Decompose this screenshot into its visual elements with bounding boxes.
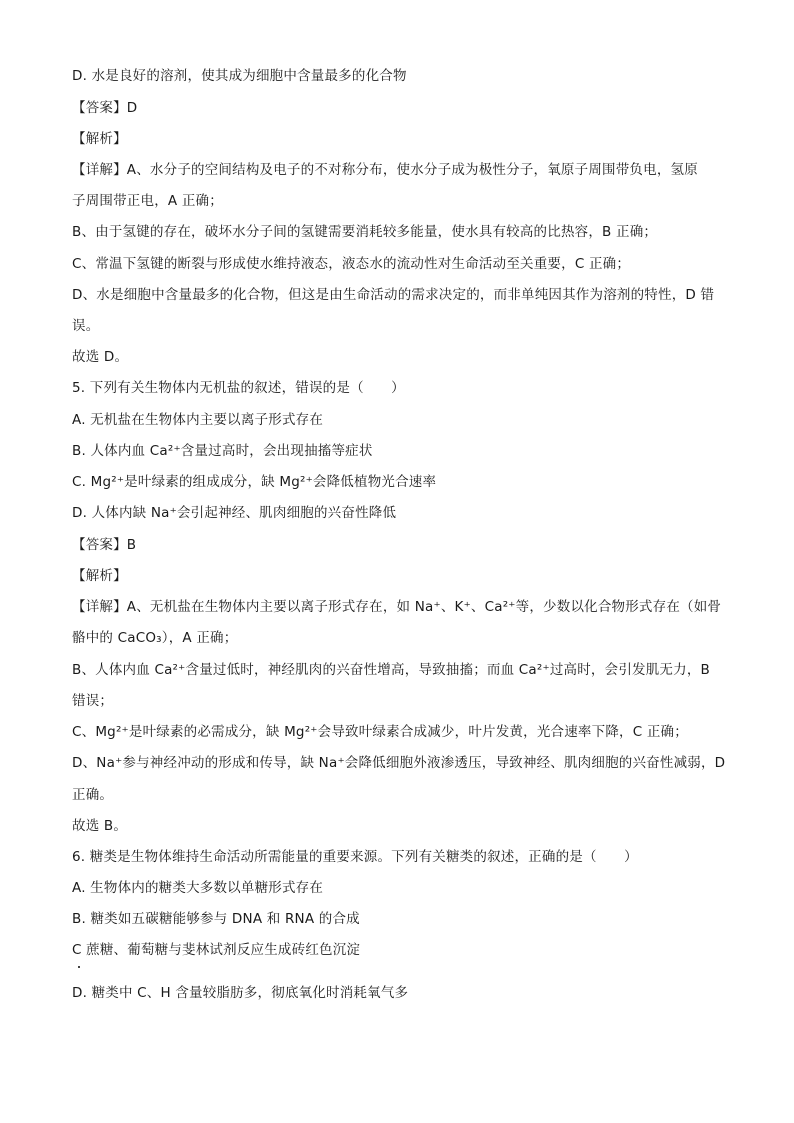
q6-stem: 6. 糖类是生物体维持生命活动所需能量的重要来源。下列有关糖类的叙述，正确的是（ ） [72,849,638,865]
q4-detail-line-2: 子周围带正电，A 正确； [72,193,223,209]
q4-conclusion: 故选 D。 [72,349,129,365]
q5-option-b: B. 人体内血 Ca²⁺含量过高时，会出现抽搐等症状 [72,443,373,459]
q4-detail-line-1: 【详解】A、水分子的空间结构及电子的不对称分布，使水分子成为极性分子，氧原子周围带负电，氢原 [72,162,698,178]
q5-conclusion: 故选 B。 [72,818,128,834]
q5-answer: 【答案】B [72,537,137,553]
q4-detail-b: B、由于氢键的存在，破坏水分子间的氢键需要消耗较多能量，使水具有较高的比热容，B 正确； [72,224,658,240]
q5-analysis-heading: 【解析】 [72,568,127,584]
q5-stem: 5. 下列有关生物体内无机盐的叙述，错误的是（ ） [72,380,405,396]
q4-detail-d-line-2: 误。 [72,318,100,334]
q4-option-d: D. 水是良好的溶剂，使其成为细胞中含量最多的化合物 [72,68,407,84]
q5-detail-b-line-1: B、人体内血 Ca²⁺含量过低时，神经肌肉的兴奋性增高，导致抽搐；而血 Ca²⁺过高时，会引发肌无力，B [72,662,710,678]
q5-detail-d-line-2: 正确。 [72,787,114,803]
q6-option-d: D. 糖类中 C、H 含量较脂肪多，彻底氧化时消耗氧气多 [72,985,409,1001]
stray-dot [78,966,80,968]
q5-detail-a-line-2: 骼中的 CaCO₃），A 正确； [72,630,238,646]
q6-option-b: B. 糖类如五碳糖能够参与 DNA 和 RNA 的合成 [72,911,360,927]
q4-detail-d-line-1: D、水是细胞中含量最多的化合物，但这是由生命活动的需求决定的，而非单纯因其作为溶剂的特性，D 错 [72,287,715,303]
q4-analysis-heading: 【解析】 [72,131,127,147]
q5-option-a: A. 无机盐在生物体内主要以离子形式存在 [72,412,324,428]
q5-detail-b-line-2: 错误； [72,693,114,709]
q5-detail-a-line-1: 【详解】A、无机盐在生物体内主要以离子形式存在，如 Na⁺、K⁺、Ca²⁺等，少数以化合物形式存在（如骨 [72,599,722,615]
q4-detail-c: C、常温下氢键的断裂与形成使水维持液态，液态水的流动性对生命活动至关重要，C 正确； [72,256,631,272]
q4-answer: 【答案】D [72,100,138,116]
q5-option-d: D. 人体内缺 Na⁺会引起神经、肌肉细胞的兴奋性降低 [72,505,397,521]
q5-detail-c: C、Mg²⁺是叶绿素的必需成分，缺 Mg²⁺会导致叶绿素合成减少，叶片发黄，光合速率下降，C 正确； [72,724,688,740]
q6-option-a: A. 生物体内的糖类大多数以单糖形式存在 [72,880,324,896]
q6-option-c: C 蔗糖、葡萄糖与斐林试剂反应生成砖红色沉淀 [72,942,361,958]
q5-option-c: C. Mg²⁺是叶绿素的组成成分，缺 Mg²⁺会降低植物光合速率 [72,474,437,490]
q5-detail-d-line-1: D、Na⁺参与神经冲动的形成和传导，缺 Na⁺会降低细胞外液渗透压，导致神经、肌肉细胞的兴奋性减弱，D [72,755,726,771]
